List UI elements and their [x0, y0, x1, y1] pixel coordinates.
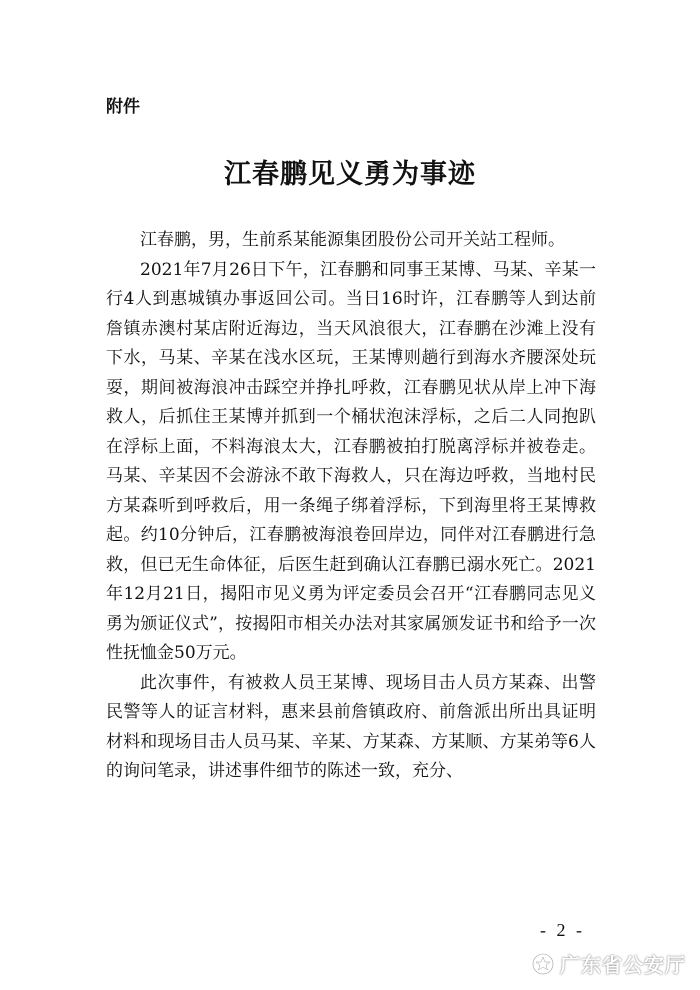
document-title: 江春鹏见义勇为事迹	[224, 159, 476, 190]
attachment-label: 附件	[106, 97, 140, 117]
paragraph-incident: 2021年7月26日下午，江春鹏和同事王某博、马某、辛某一行4人到惠城镇办事返回公司。当日16时许，江春鹏等人到达前詹镇赤澳村某店附近海边，当天风浪很大，江春鹏在沙滩上没有下水，马某、辛某在浅水区玩，王某博则趟行到海水齐腰深处玩耍，期间被海浪冲击踩空并挣扎呼救，江春鹏见状从岸上冲下海救人，后抓住王某博并抓到一个桶状泡沫浮标，之后二人同抱趴在浮标上面，不料海浪太大，江春鹏被拍打脱离浮标并被卷走。马某、辛某因不会游泳不敢下海救人，只在海边呼救，当地村民方某森听到呼救后，用一条绳子绑着浮标，下到海里将王某博救起。约10分钟后，江春鹏被海浪卷回岸边，同伴对江春鹏进行急救，但已无生命体征，后医生赶到确认江春鹏已溺水死亡。2021年12月21日，揭阳市见义勇为评定委员会召开“江春鹏同志见义勇为颁证仪式”，按揭阳市相关办法对其家属颁发证书和给予一次性抚恤金50万元。	[106, 259, 596, 663]
paragraph-intro: 江春鹏，男，生前系某能源集团股份公司开关站工程师。	[140, 230, 565, 250]
paragraph-evidence: 此次事件，有被救人员王某博、现场目击人员方某森、出警民警等人的证言材料，惠来县前詹镇政府、前詹派出所出具证明材料和现场目击人员马某、辛某、方某森、方某顺、方某弟等6人的询问笔录，讲述事件细节的陈述一致，充分、	[106, 672, 596, 781]
police-badge-icon	[532, 953, 554, 975]
watermark-text: 广东省公安厅	[560, 953, 686, 977]
watermark	[532, 949, 686, 978]
document-body	[106, 226, 596, 787]
page-number: - 2 -	[540, 920, 585, 940]
